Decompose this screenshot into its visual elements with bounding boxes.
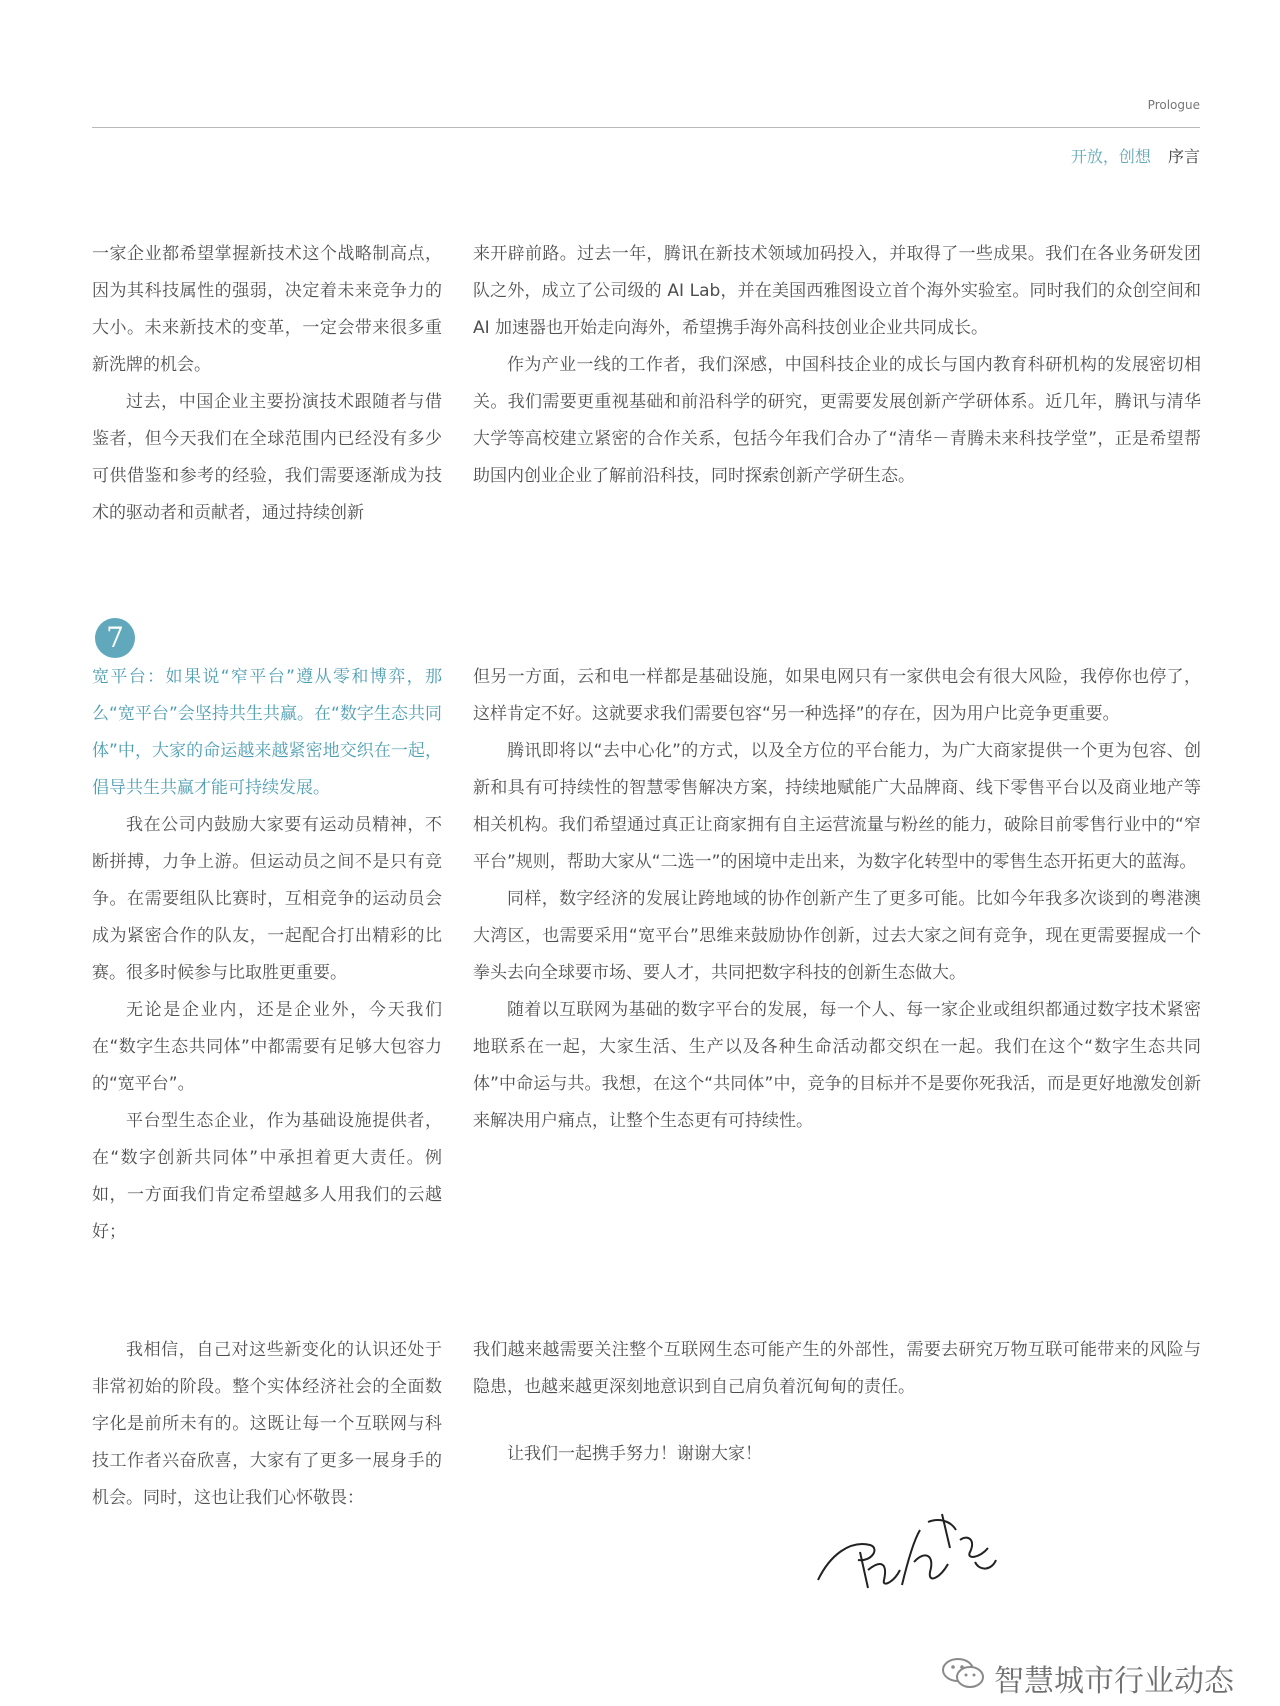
paragraph: 我在公司内鼓励大家要有运动员精神，不断拼搏，力争上游。但运动员之间不是只有竞争。在需要组队比赛时，互相竞争的运动员会成为紧密合作的队友，一起配合打出精彩的比赛。很多时候参与比取胜更重要。 [92, 815, 442, 983]
block3-right-column [473, 1332, 1201, 1473]
paragraph: 一家企业都希望掌握新技术这个战略制高点，因为其科技属性的强弱，决定着未来竞争力的大小。未来新技术的变革，一定会带来很多重新洗牌的机会。 [92, 244, 442, 375]
block3-left-column [92, 1332, 442, 1517]
prologue-label: Prologue [1147, 98, 1200, 112]
paragraph: 随着以互联网为基础的数字平台的发展，每一个人、每一家企业或组织都通过数字技术紧密地联系在一起，大家生活、生产以及各种生命活动都交织在一起。我们在这个“数字生态共同体”中命运与共。我想，在这个“共同体”中，竞争的目标并不是要你死我活，而是更好地激发创新来解决用户痛点，让整个生态更有可持续性。 [473, 1000, 1201, 1131]
section-header [1040, 144, 1200, 167]
watermark [930, 1652, 1250, 1699]
block2-left-column [92, 659, 442, 1251]
header-divider [92, 127, 1200, 128]
wechat-icon [940, 1656, 986, 1690]
section-number-badge: 7 [95, 618, 135, 658]
block1-left-column [92, 236, 442, 532]
paragraph: 我们越来越需要关注整个互联网生态可能产生的外部性，需要去研究万物互联可能带来的风险与隐患，也越来越更深刻地意识到自己肩负着沉甸甸的责任。 [473, 1340, 1201, 1397]
signature-icon [810, 1500, 1010, 1610]
paragraph: 我相信，自己对这些新变化的认识还处于非常初始的阶段。整个实体经济社会的全面数字化是前所未有的。这既让每一个互联网与科技工作者兴奋欣喜，大家有了更多一展身手的机会。同时，这也让我们心怀敬畏： [92, 1340, 442, 1508]
paragraph: 来开辟前路。过去一年，腾讯在新技术领域加码投入，并取得了一些成果。我们在各业务研发团队之外，成立了公司级的 AI Lab，并在美国西雅图设立首个海外实验室。同时我们的众创空间和 AI 加速器也开始走向海外，希望携手海外高科技创业企业共同成长。 [473, 244, 1201, 338]
section-subtitle: 开放，创想 [1070, 147, 1151, 166]
paragraph: 同样，数字经济的发展让跨地域的协作创新产生了更多可能。比如今年我多次谈到的粤港澳大湾区，也需要采用“宽平台”思维来鼓励协作创新，过去大家之间有竞争，现在更需要握成一个拳头去向全球要市场、要人才，共同把数字科技的创新生态做大。 [473, 889, 1201, 983]
section-title: 序言 [1167, 147, 1200, 166]
paragraph: 但另一方面，云和电一样都是基础设施，如果电网只有一家供电会有很大风险，我停你也停了，这样肯定不好。这就要求我们需要包容“另一种选择”的存在，因为用户比竞争更重要。 [473, 667, 1201, 724]
closing-line: 让我们一起携手努力！谢谢大家！ [507, 1444, 762, 1464]
highlight-quote: 宽平台：如果说“窄平台”遵从零和博弈，那么“宽平台”会坚持共生共赢。在“数字生态共同体”中，大家的命运越来越紧密地交织在一起，倡导共生共赢才能可持续发展。 [92, 667, 442, 798]
paragraph: 作为产业一线的工作者，我们深感，中国科技企业的成长与国内教育科研机构的发展密切相关。我们需要更重视基础和前沿科学的研究，更需要发展创新产学研体系。近几年，腾讯与清华大学等高校建立紧密的合作关系，包括今年我们合办了“清华－青腾未来科技学堂”，正是希望帮助国内创业企业了解前沿科技，同时探索创新产学研生态。 [473, 355, 1201, 486]
block1-right-column [473, 236, 1201, 495]
block2-right-column [473, 659, 1201, 1140]
watermark-text: 智慧城市行业动态 [994, 1664, 1234, 1699]
paragraph: 腾讯即将以“去中心化”的方式，以及全方位的平台能力，为广大商家提供一个更为包容、创新和具有可持续性的智慧零售解决方案，持续地赋能广大品牌商、线下零售平台以及商业地产等相关机构。我们希望通过真正让商家拥有自主运营流量与粉丝的能力，破除目前零售行业中的“窄平台”规则，帮助大家从“二选一”的困境中走出来，为数字化转型中的零售生态开拓更大的蓝海。 [473, 741, 1201, 872]
paragraph: 过去，中国企业主要扮演技术跟随者与借鉴者，但今天我们在全球范围内已经没有多少可供借鉴和参考的经验，我们需要逐渐成为技术的驱动者和贡献者，通过持续创新 [92, 392, 442, 523]
paragraph: 平台型生态企业，作为基础设施提供者，在“数字创新共同体”中承担着更大责任。例如，一方面我们肯定希望越多人用我们的云越好； [92, 1111, 442, 1242]
paragraph: 无论是企业内，还是企业外，今天我们在“数字生态共同体”中都需要有足够大包容力的“宽平台”。 [92, 1000, 442, 1094]
